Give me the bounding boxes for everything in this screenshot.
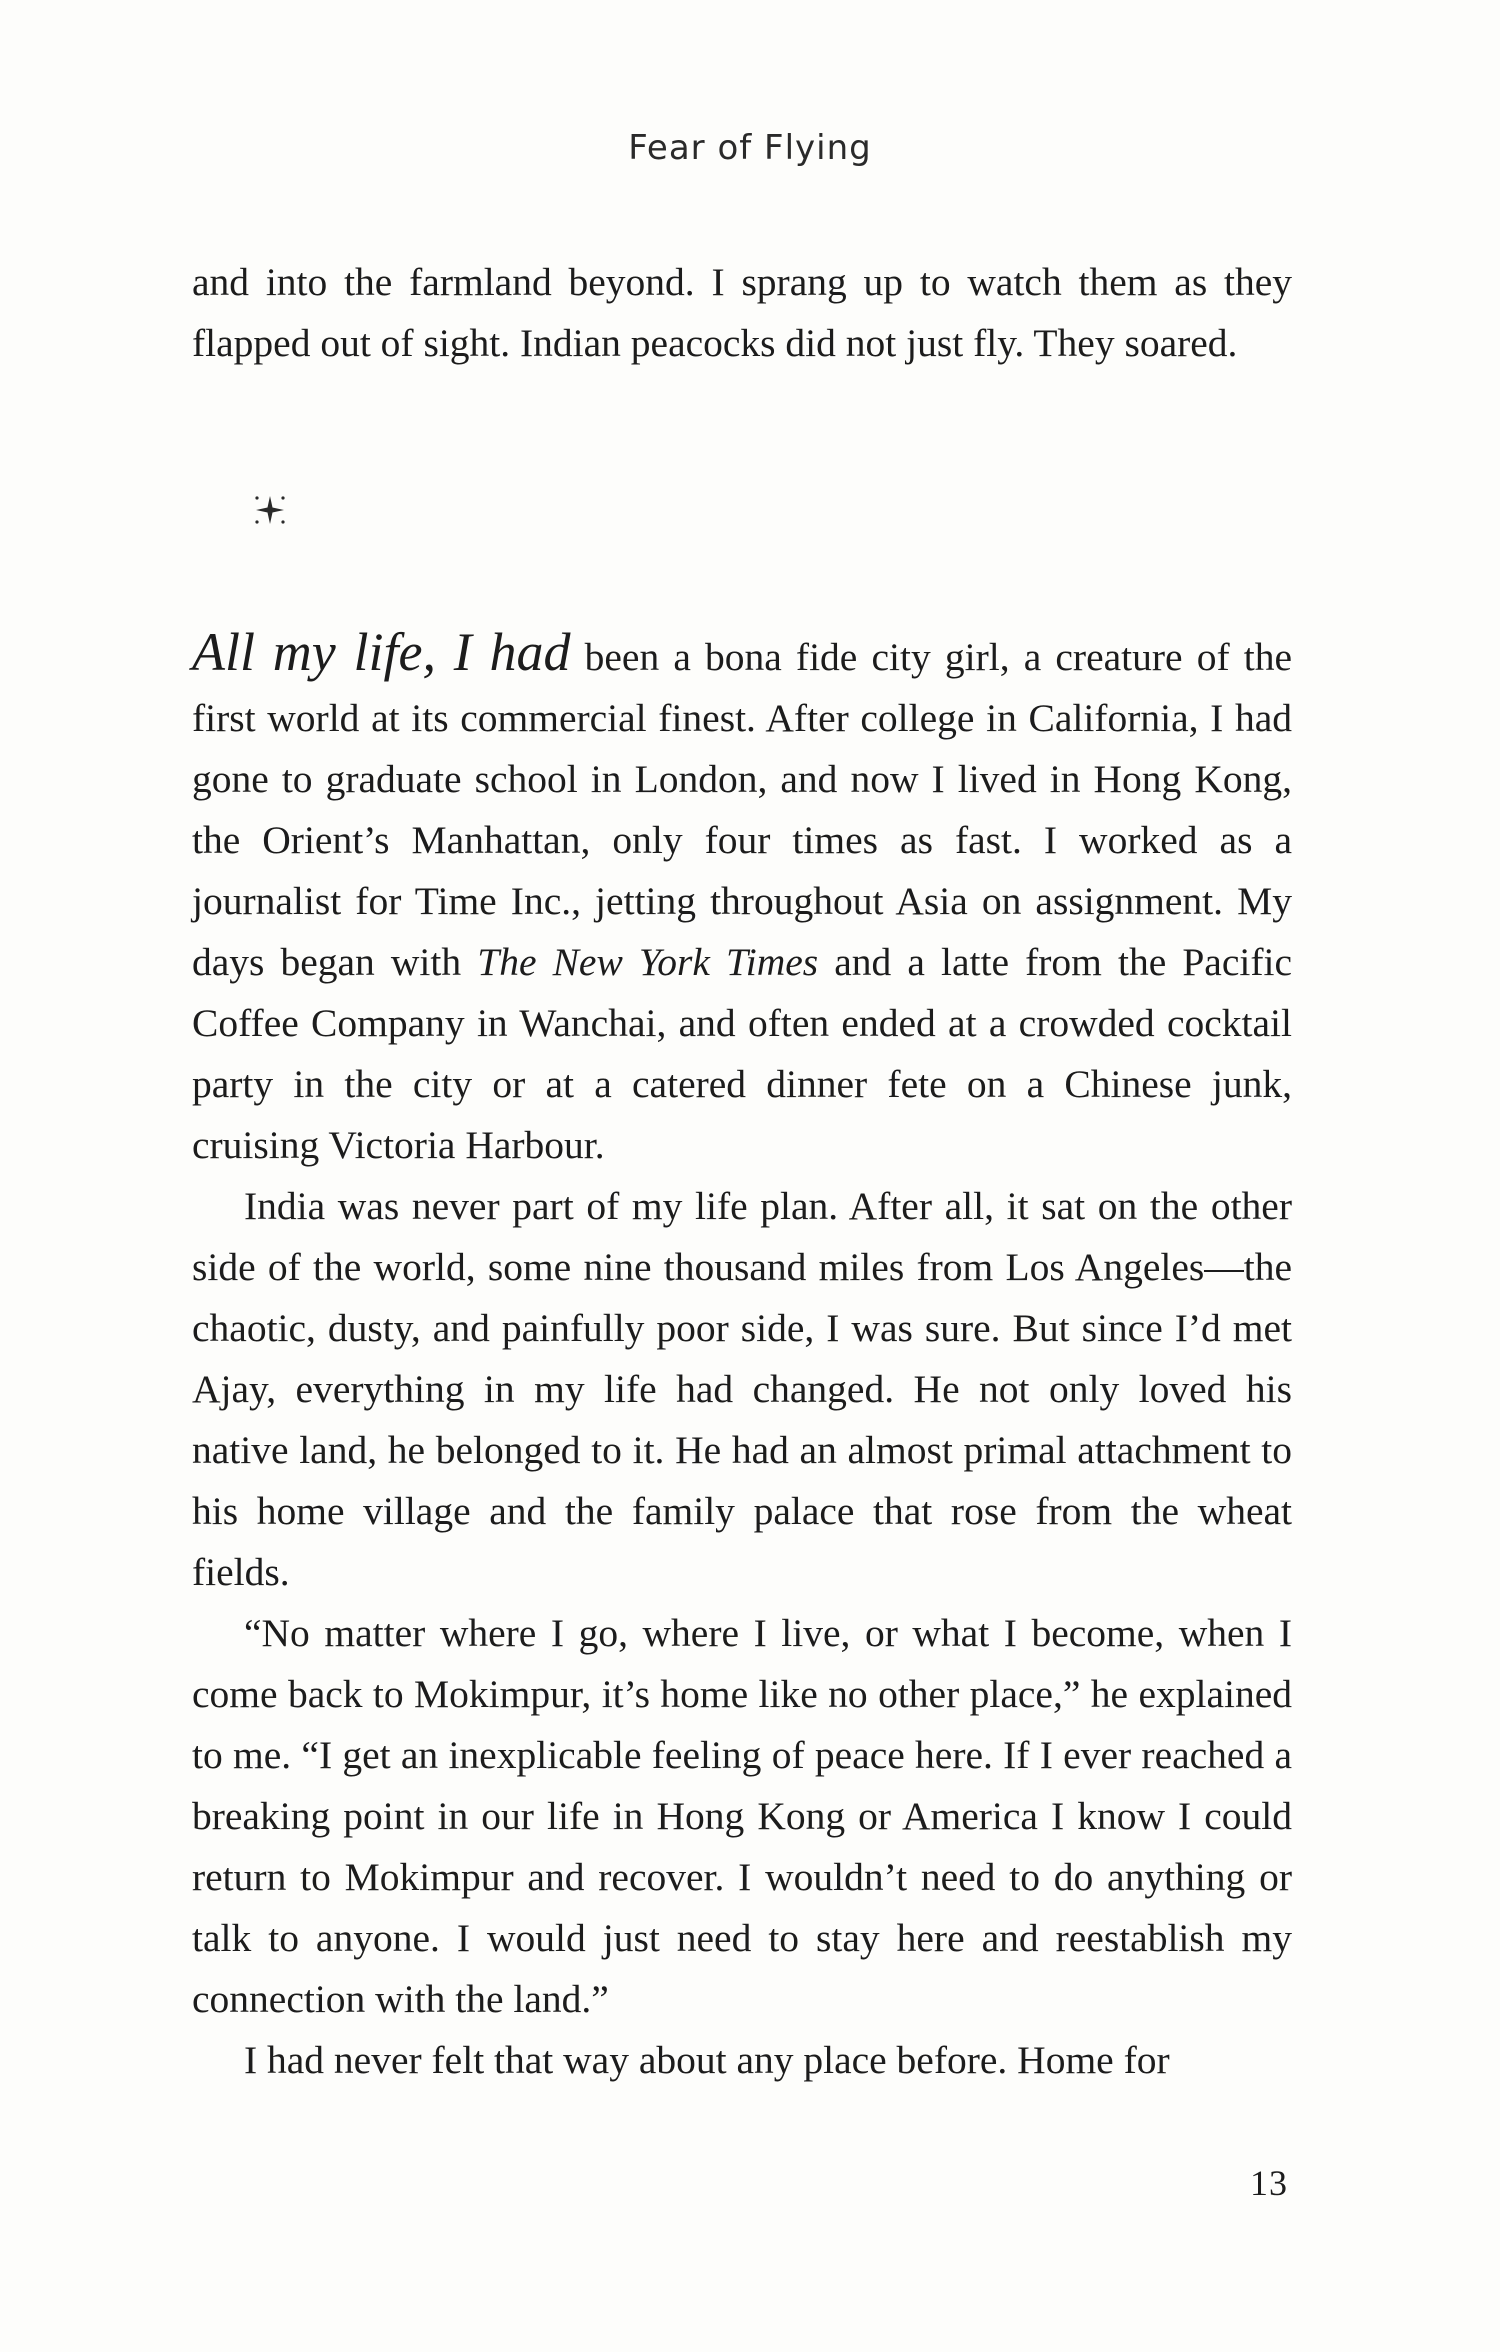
running-head-title: Fear of Flying [628, 128, 872, 168]
paragraph-1-text-a: been a bona fide city girl, a creature of the first world at its commercial finest. After college in California, I had gone to graduate school in London, and now I lived in Hong Kong, the Orient’s Manhattan, only four times as fast. I worked as a journalist for Time Inc., jetting throughout Asia on assignment. My days began with [192, 635, 1292, 984]
paragraph-2: India was never part of my life plan. After all, it sat on the other side of the world, some nine thousand miles from Los Angeles—the chaotic, dusty, and painfully poor side, I was sure. But since I’d met Ajay, everything in my life had changed. He not only loved his native land, he belonged to it. He had an almost primal attachment to his home village and the family palace that rose from the wheat fields. [192, 1184, 1292, 1594]
newspaper-title: The New York Times [477, 940, 819, 984]
section-lead-in: All my life, I had [192, 622, 571, 682]
star-ornament-icon [248, 488, 292, 532]
continued-paragraph: and into the farmland beyond. I sprang up to watch them as they flapped out of sight. Indian peacocks did not just fly. They soared. [192, 260, 1292, 365]
top-text-block [192, 252, 1292, 374]
paragraph-1-text-b: and a latte from the Pacific Coffee Company in Wanchai, and often ended at a crowded cocktail party in the city or at a catered dinner fete on a Chinese junk, cruising Victoria Harbour. [192, 940, 1292, 1167]
paragraph-4: I had never felt that way about any place before. Home for [244, 2038, 1170, 2082]
main-text-block [192, 622, 1292, 2091]
paragraph-1 [192, 622, 1292, 1176]
page-number: 13 [1250, 2163, 1288, 2203]
paragraph-3: “No matter where I go, where I live, or what I become, when I come back to Mokimpur, it’s home like no other place,” he explained to me. “I get an inexplicable feeling of peace here. If I ever reached a breaking point in our life in Hong Kong or America I know I could return to Mokimpur and recover. I wouldn’t need to do anything or talk to anyone. I would just need to stay here and reestablish my connection with the land.” [192, 1611, 1292, 2021]
